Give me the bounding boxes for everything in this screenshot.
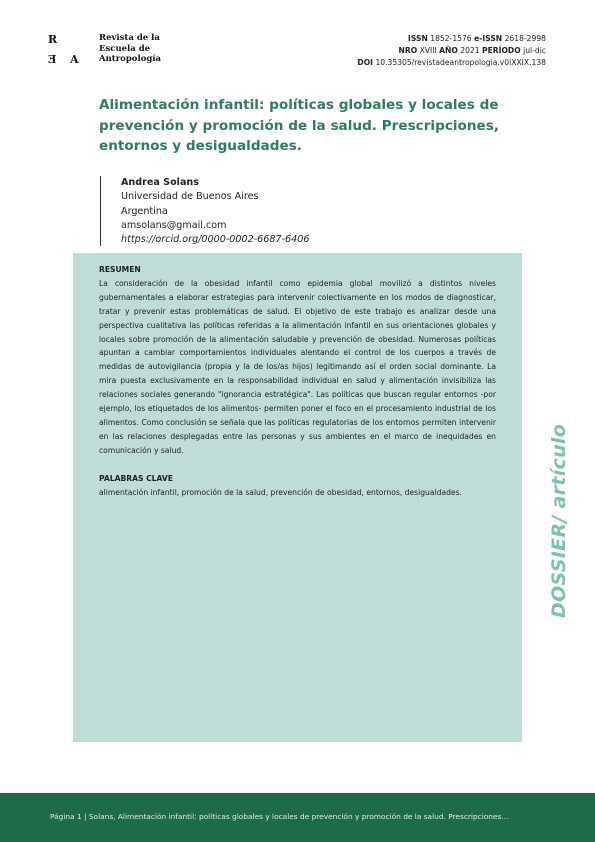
author-orcid-link[interactable]: https://orcid.org/0000-0002-6687-6406 xyxy=(121,234,310,246)
publication-metadata xyxy=(357,33,546,69)
section-side-label: DOSSIER/ artículo xyxy=(548,423,570,618)
keywords-heading: PALABRAS CLAVE xyxy=(99,473,173,483)
keywords-text: alimentación infantil, promoción de la salud, prevención de obesidad, entornos, desigualdades. xyxy=(99,487,462,497)
author-name: Andrea Solans xyxy=(121,177,199,188)
article-title: Alimentación infantil: políticas globales y locales de prevención y promoción de la salud. Prescripciones, entornos y desigualdades. xyxy=(99,97,500,154)
issn-value: 1852-1576 xyxy=(430,34,472,43)
issn-label: ISSN xyxy=(408,34,428,43)
footer-text: Página 1 | Solans, Alimentación infantil: políticas globales y locales de prevención y promoción de la salud. Prescripciones... xyxy=(50,812,509,821)
abstract-content xyxy=(99,263,496,500)
logo-wordmark xyxy=(99,33,161,65)
periodo-value: jul-dic xyxy=(523,46,546,55)
nro-value: XVIII xyxy=(419,46,437,55)
periodo-label: PERÍODO xyxy=(482,46,521,55)
page-footer xyxy=(0,793,595,842)
eissn-label: e-ISSN xyxy=(474,34,503,43)
journal-logo xyxy=(48,33,178,69)
logo-letter-a: A xyxy=(70,53,79,66)
abstract-heading: RESUMEN xyxy=(99,265,141,274)
eissn-value: 2618-2998 xyxy=(504,34,546,43)
logo-line-2: Escuela de xyxy=(99,43,151,54)
abstract-box xyxy=(73,253,522,742)
issue-line xyxy=(357,45,546,57)
logo-letter-r: R xyxy=(48,33,58,46)
anio-value: 2021 xyxy=(460,46,480,55)
logo-line-3: Antropología xyxy=(99,54,162,65)
author-country: Argentina xyxy=(121,205,168,217)
abstract-body: La consideración de la obesidad infantil como epidemia global movilizó a distintos niveles gubernamentales a elaborar estrategias para intervenir colectivamente en los modos de diagnosticar, tratar y prevenir estas problemáticas de salud. El objetivo de este trabajo es analizar desde una perspectiva cualitativa las políticas referidas a la alimentación infantil en sus orientaciones globales y locales sobre promoción de la alimentación saludable y prevención de obesidad. Numerosas políticas apuntan a cambiar comportamientos individuales alentando el control de los cuerpos a través de medidas de autovigilancia (propia y la de los/as hijos) legitimando así el orden social dominante. La mira puesta exclusivamente en la responsabilidad individual en salud y alimentación invisibiliza las relaciones sociales generando "ignorancia estratégica". Las políticas que buscan regular entornos -por ejemplo, los etiquetados de los alimentos- permiten poner el foco en el procesamiento industrial de los alimentos. Como conclusión se señala que las políticas regulatorias de los entornos permiten intervenir en las relaciones desplegadas entre las personas y sus ambientes en el marco de inequidades en comunicación y salud. xyxy=(99,278,496,455)
doi-label: DOI xyxy=(357,58,374,67)
anio-label: AÑO xyxy=(439,46,458,55)
author-institution: Universidad de Buenos Aires xyxy=(121,191,259,203)
author-email[interactable]: amsolans@gmail.com xyxy=(121,219,227,231)
doi-value[interactable]: 10.35305/revistadeantropologia.v0iXXIX.138 xyxy=(375,58,546,67)
issn-line xyxy=(357,33,546,45)
author-block xyxy=(100,176,309,246)
doi-line xyxy=(357,57,546,69)
nro-label: NRO xyxy=(398,46,418,55)
logo-letter-e: E xyxy=(48,53,57,66)
logo-line-1: Revista de la xyxy=(99,33,160,43)
